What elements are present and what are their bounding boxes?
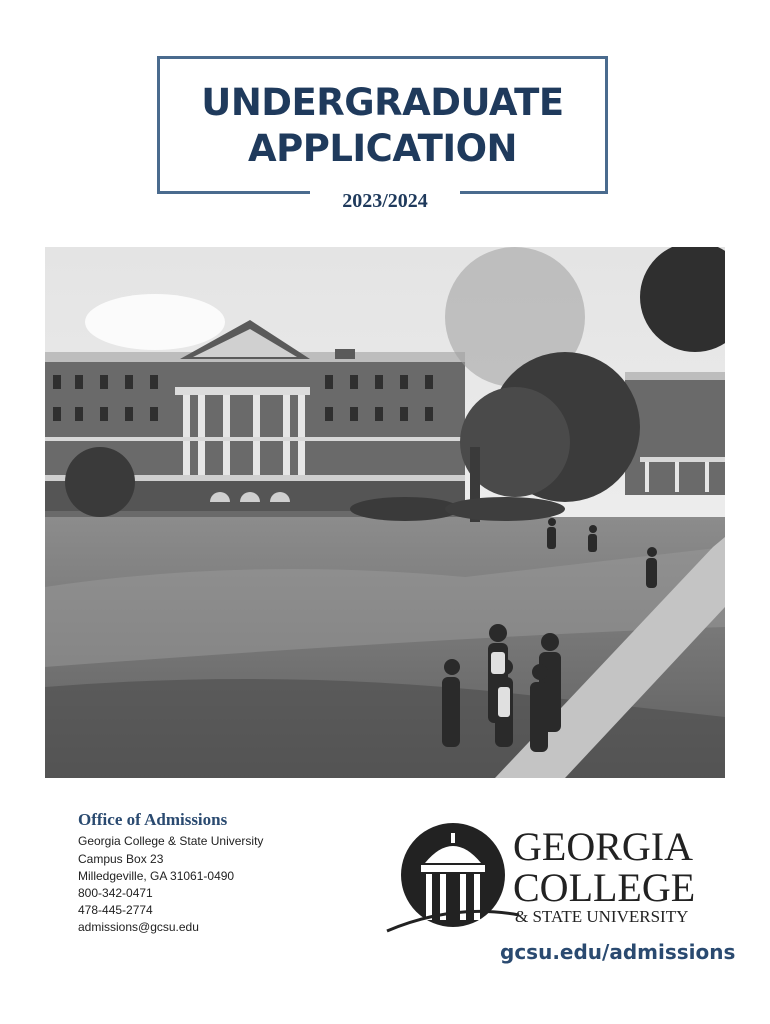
academic-year: 2023/2024 [310, 186, 460, 216]
address-line-box: Campus Box 23 [78, 852, 164, 866]
phone-2: 478-445-2774 [78, 903, 153, 917]
office-title: Office of Admissions [78, 810, 228, 829]
dome-icon [387, 823, 519, 931]
phone-1: 800-342-0471 [78, 886, 153, 900]
logo-line-3: & STATE UNIVERSITY [515, 907, 689, 926]
title-line-1: UNDERGRADUATE [201, 81, 564, 124]
gcsu-logo [385, 815, 730, 940]
email[interactable]: admissions@gcsu.edu [78, 920, 199, 934]
website-link[interactable]: gcsu.edu/admissions [500, 940, 736, 964]
address-line-university: Georgia College & State University [78, 834, 264, 848]
title-frame [157, 56, 608, 194]
logo-line-2: COLLEGE [513, 865, 696, 910]
address-line-city: Milledgeville, GA 31061-0490 [78, 869, 235, 883]
title-line-2: APPLICATION [247, 127, 518, 170]
campus-photo [45, 247, 725, 778]
logo-line-1: GEORGIA [513, 824, 693, 869]
